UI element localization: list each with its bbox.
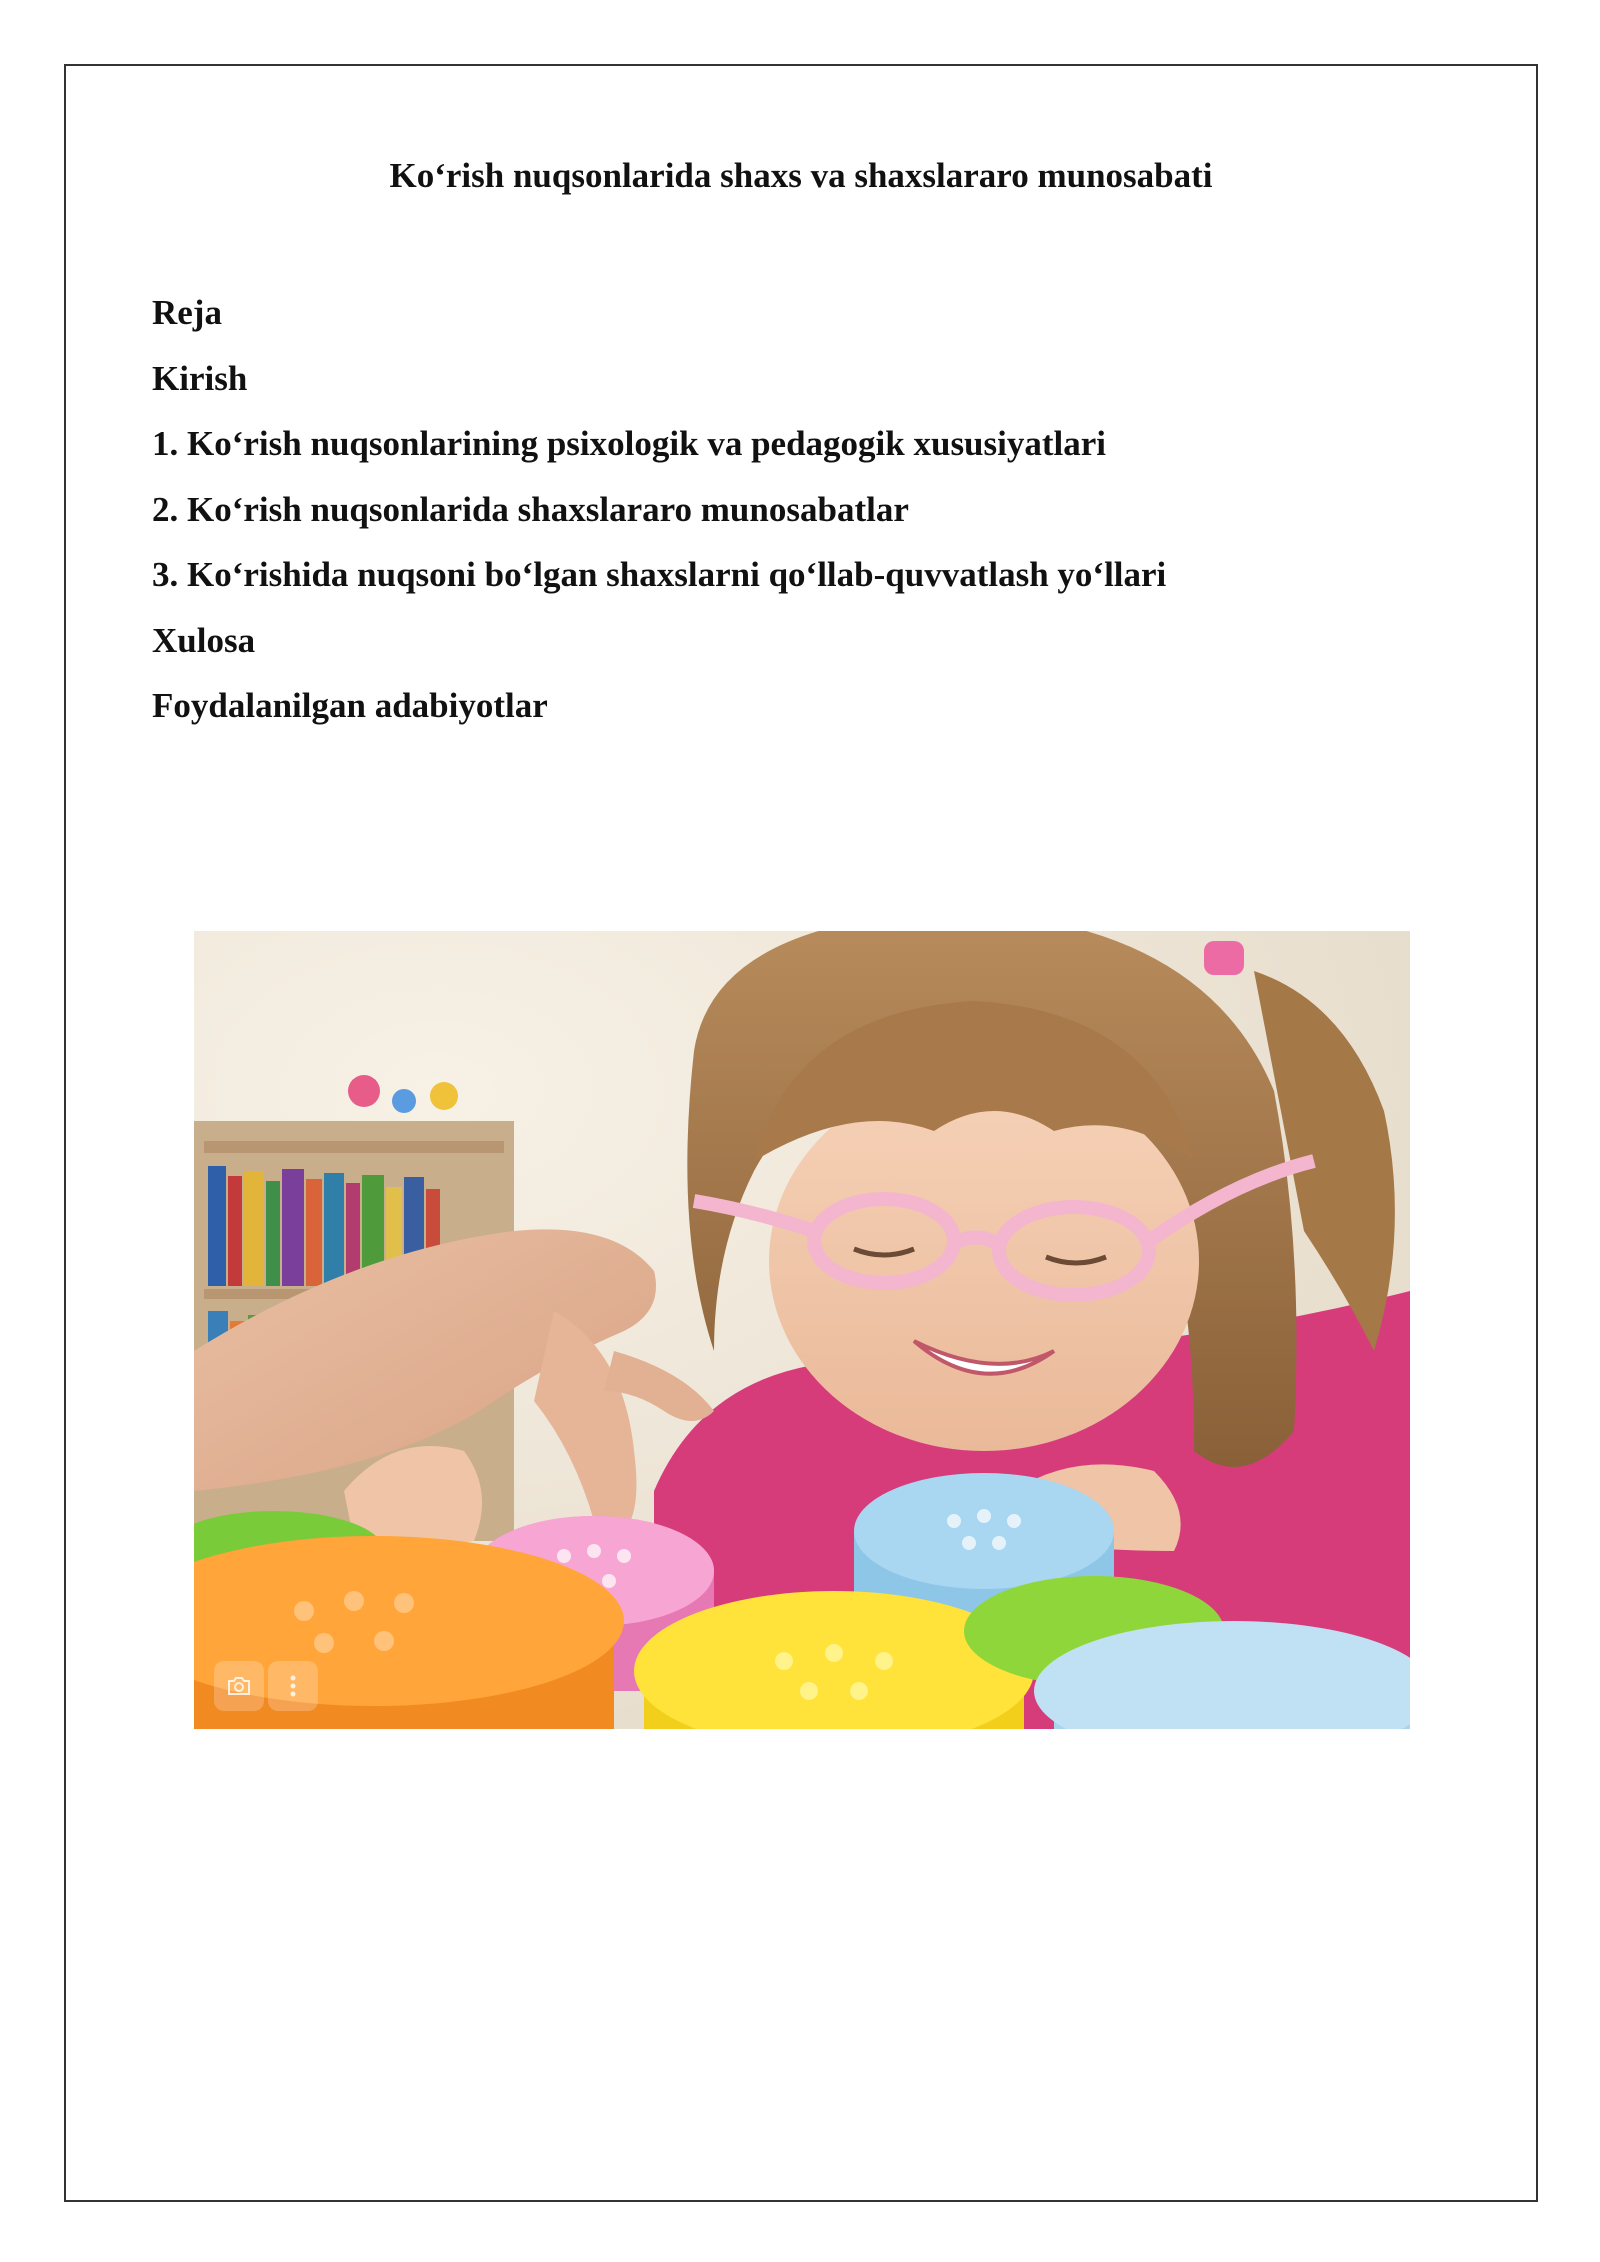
toc-item-references: Foydalanilgan adabiyotlar	[152, 686, 548, 725]
toc-item-2: 2. Ko‘rish nuqsonlarida shaxslararo munosabatlar	[152, 489, 909, 529]
photo-controls	[214, 1661, 318, 1711]
more-vertical-icon	[289, 1674, 297, 1698]
toc-item-conclusion: Xulosa	[152, 620, 256, 660]
camera-button[interactable]	[214, 1661, 264, 1711]
document-title: Ko‘rish nuqsonlarida shaxs va shaxslararo munosabati	[389, 156, 1213, 195]
table-of-contents	[152, 280, 1166, 739]
toc-heading: Reja	[152, 293, 222, 332]
toc-item-intro: Kirish	[152, 358, 248, 398]
illustration-photo	[194, 931, 1410, 1729]
camera-icon	[226, 1675, 252, 1697]
photo-drawing	[194, 931, 1410, 1729]
toc-item-3: 3. Ko‘rishida nuqsoni bo‘lgan shaxslarni qo‘llab-quvvatlash yo‘llari	[152, 555, 1167, 594]
more-options-button[interactable]	[268, 1661, 318, 1711]
toc-item-1: 1. Ko‘rish nuqsonlarining psixologik va pedagogik xususiyatlari	[152, 424, 1107, 463]
